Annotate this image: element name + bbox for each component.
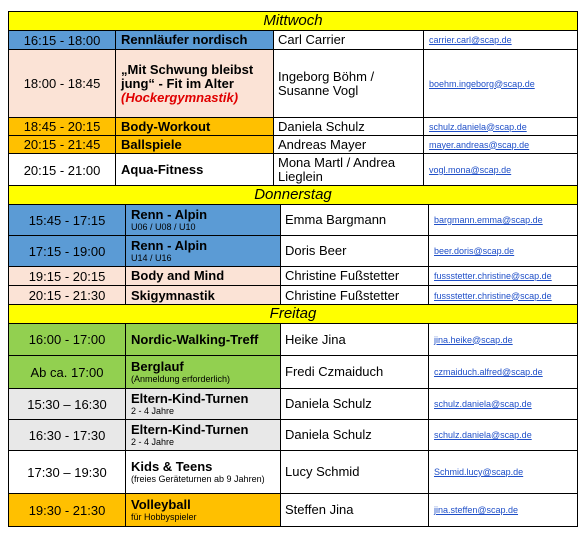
schedule-row (9, 267, 577, 286)
email-link[interactable]: bargmann.emma@scap.de (434, 215, 543, 225)
schedule-row (9, 494, 577, 526)
email-link[interactable]: jina.steffen@scap.de (434, 505, 519, 515)
trainer-cell (281, 286, 429, 305)
activity-subtitle: U14 / U16 (131, 253, 172, 263)
activity-subtitle: 2 - 4 Jahre (131, 406, 175, 416)
time-cell (9, 451, 126, 493)
day-section-freitag (8, 304, 578, 527)
activity-block (131, 208, 207, 232)
email-link[interactable]: fussstetter.christine@scap.de (434, 290, 552, 301)
activity-name: Renn - Alpin (131, 207, 208, 222)
time-text: Ab ca. 17:00 (30, 364, 104, 380)
activity-block (131, 392, 248, 416)
trainer-name: Fredi Czmaiduch (285, 364, 384, 379)
trainer-cell (281, 389, 429, 419)
day-section-donnerstag (8, 185, 578, 306)
trainer-name: Andreas Mayer (278, 136, 367, 152)
activity-block (131, 460, 265, 484)
trainer-cell (274, 50, 424, 117)
activity-name: Body-Workout (121, 118, 211, 134)
schedule-row (9, 205, 577, 236)
activity-block (131, 423, 248, 447)
time-cell (9, 50, 116, 117)
activity-name: Skigymnastik (131, 287, 215, 303)
time-text: 20:15 - 21:45 (23, 137, 101, 152)
email-link[interactable]: jina.heike@scap.de (434, 334, 513, 345)
activity-block (121, 63, 273, 105)
activity-subtitle: 2 - 4 Jahre (131, 437, 175, 447)
activity-name: Eltern-Kind-Turnen (131, 391, 249, 406)
trainer-cell (274, 31, 424, 49)
trainer-cell (281, 324, 429, 355)
schedule-row (9, 50, 577, 118)
activity-subtitle: für Hobbyspieler (131, 512, 197, 522)
trainer-name: Lucy Schmid (285, 464, 360, 479)
activity-cell (126, 451, 281, 493)
schedule-row (9, 118, 577, 136)
trainer-name: Daniela Schulz (278, 118, 365, 134)
trainer-cell (281, 420, 429, 450)
email-cell (429, 324, 577, 355)
trainer-name: Heike Jina (285, 331, 346, 347)
email-cell (429, 205, 577, 235)
activity-block (121, 163, 203, 177)
activity-cell (126, 286, 281, 305)
activity-subtitle: (Anmeldung erforderlich) (131, 374, 231, 384)
time-text: 20:15 - 21:00 (23, 162, 101, 178)
activity-subtitle: (freies Geräteturnen ab 9 Jahren) (131, 474, 265, 484)
time-cell (9, 236, 126, 266)
activity-cell (126, 494, 281, 526)
activity-cell (116, 50, 274, 117)
trainer-name: Emma Bargmann (285, 212, 387, 227)
activity-name: Rennläufer nordisch (121, 32, 248, 47)
time-cell (9, 494, 126, 526)
schedule-row (9, 356, 577, 389)
day-header: Freitag (9, 305, 577, 324)
trainer-name: Mona Martl / Andrea Lieglein (278, 155, 396, 184)
activity-cell (126, 324, 281, 355)
time-text: 17:30 – 19:30 (27, 464, 107, 480)
time-text: 19:15 - 20:15 (28, 268, 106, 284)
time-cell (9, 205, 126, 235)
time-text: 19:30 - 21:30 (28, 502, 106, 518)
trainer-name: Ingeborg Böhm / Susanne Vogl (278, 68, 375, 98)
email-link[interactable]: schulz.daniela@scap.de (429, 121, 527, 132)
trainer-name: Doris Beer (285, 243, 347, 258)
schedule-row (9, 31, 577, 50)
time-text: 20:15 - 21:30 (28, 288, 106, 303)
time-text: 16:00 - 17:00 (28, 332, 106, 347)
email-link[interactable]: Schmid.lucy@scap.de (434, 467, 524, 477)
email-cell (429, 286, 577, 305)
email-cell (424, 118, 577, 135)
activity-name: Eltern-Kind-Turnen (131, 422, 249, 437)
activity-cell (126, 389, 281, 419)
activity-block (131, 269, 224, 283)
trainer-cell (281, 356, 429, 388)
email-link[interactable]: carrier.carl@scap.de (429, 35, 512, 45)
schedule-row (9, 236, 577, 267)
trainer-name: Christine Fußstetter (285, 268, 400, 283)
activity-name: Nordic-Walking-Treff (131, 331, 259, 347)
email-cell (429, 389, 577, 419)
activity-block (121, 138, 182, 152)
activity-name: Renn - Alpin (131, 238, 208, 253)
time-text: 15:45 - 17:15 (28, 212, 106, 228)
schedule-row (9, 324, 577, 356)
activity-cell (126, 205, 281, 235)
email-link[interactable]: mayer.andreas@scap.de (429, 139, 530, 150)
trainer-cell (281, 205, 429, 235)
activity-block (131, 239, 207, 263)
email-cell (429, 420, 577, 450)
activity-name: „Mit Schwung bleibst jung“ - Fit im Alter (121, 61, 254, 91)
day-header: Mittwoch (9, 12, 577, 31)
activity-name: Berglauf (131, 359, 184, 374)
trainer-cell (274, 154, 424, 186)
activity-cell (126, 236, 281, 266)
activity-block (121, 33, 247, 47)
schedule-row (9, 154, 577, 186)
email-cell (424, 154, 577, 186)
time-text: 16:30 - 17:30 (28, 427, 106, 443)
email-link[interactable]: czmaiduch.alfred@scap.de (434, 367, 543, 377)
time-cell (9, 286, 126, 305)
activity-block (131, 289, 215, 303)
trainer-cell (274, 136, 424, 153)
activity-name: Ballspiele (121, 136, 182, 152)
email-cell (424, 50, 577, 117)
day-section-mittwoch (8, 11, 578, 187)
trainer-cell (281, 494, 429, 526)
time-cell (9, 136, 116, 153)
email-link[interactable]: schulz.daniela@scap.de (434, 430, 532, 440)
time-cell (9, 356, 126, 388)
activity-cell (116, 154, 274, 186)
activity-block (131, 333, 258, 347)
time-cell (9, 118, 116, 135)
time-text: 16:15 - 18:00 (23, 32, 101, 48)
time-text: 15:30 – 16:30 (27, 396, 107, 412)
activity-name: Kids & Teens (131, 459, 213, 474)
activity-cell (116, 31, 274, 49)
schedule-row (9, 420, 577, 451)
time-cell (9, 420, 126, 450)
activity-name: Volleyball (131, 497, 191, 512)
email-link[interactable]: fussstetter.christine@scap.de (434, 271, 552, 281)
activity-subtitle: U06 / U08 / U10 (131, 222, 196, 232)
activity-block (131, 360, 230, 384)
email-cell (429, 356, 577, 388)
trainer-name: Daniela Schulz (285, 396, 372, 411)
email-link[interactable]: beer.doris@scap.de (434, 246, 515, 256)
trainer-name: Carl Carrier (278, 32, 346, 47)
time-text: 17:15 - 19:00 (28, 243, 106, 259)
trainer-cell (281, 267, 429, 285)
email-cell (424, 136, 577, 153)
activity-cell (126, 267, 281, 285)
activity-block (121, 120, 210, 134)
time-text: 18:45 - 20:15 (23, 119, 101, 134)
trainer-name: Daniela Schulz (285, 427, 372, 442)
activity-cell (126, 356, 281, 388)
trainer-cell (281, 236, 429, 266)
activity-name: Body and Mind (131, 268, 225, 283)
email-cell (429, 451, 577, 493)
time-cell (9, 154, 116, 186)
email-cell (424, 31, 577, 49)
activity-name: Aqua-Fitness (121, 162, 204, 177)
time-cell (9, 389, 126, 419)
email-cell (429, 494, 577, 526)
email-link[interactable]: boehm.ingeborg@scap.de (429, 78, 535, 89)
day-header: Donnerstag (9, 186, 577, 205)
activity-cell (116, 118, 274, 135)
activity-note: (Hockergymnastik) (121, 89, 239, 105)
schedule-row (9, 136, 577, 154)
activity-cell (116, 136, 274, 153)
schedule-row (9, 286, 577, 305)
time-cell (9, 31, 116, 49)
trainer-name: Christine Fußstetter (285, 287, 400, 303)
activity-cell (126, 420, 281, 450)
email-link[interactable]: schulz.daniela@scap.de (434, 399, 532, 409)
trainer-cell (274, 118, 424, 135)
activity-block (131, 498, 197, 522)
time-cell (9, 324, 126, 355)
time-text: 18:00 - 18:45 (23, 76, 101, 91)
schedule-row (9, 451, 577, 494)
trainer-cell (281, 451, 429, 493)
schedule-row (9, 389, 577, 420)
time-cell (9, 267, 126, 285)
email-cell (429, 236, 577, 266)
trainer-name: Steffen Jina (285, 502, 354, 517)
email-link[interactable]: vogl.mona@scap.de (429, 165, 512, 175)
email-cell (429, 267, 577, 285)
